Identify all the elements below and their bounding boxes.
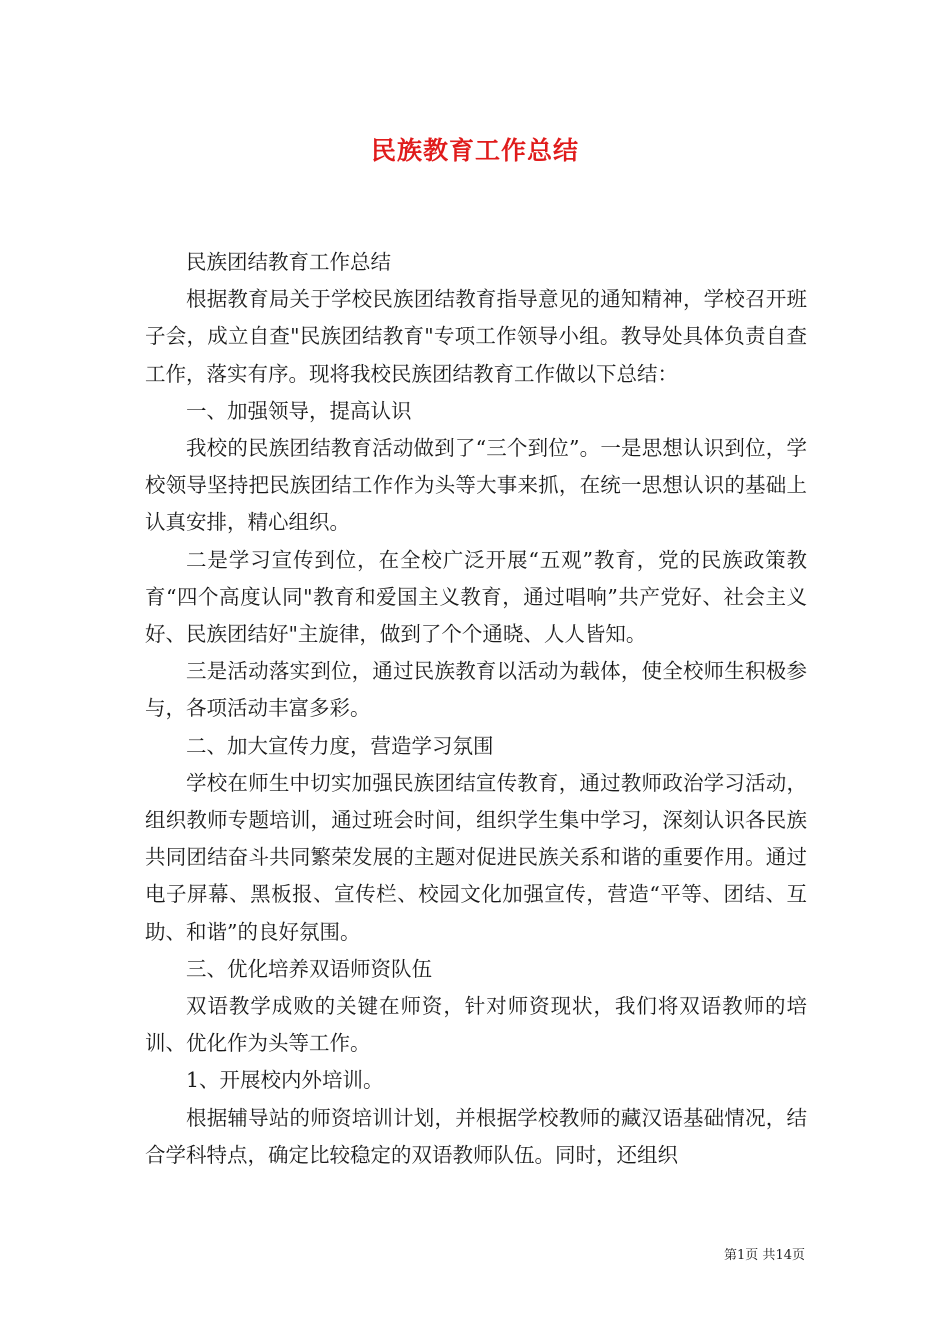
- document-body: [145, 244, 807, 1174]
- paragraph: 双语教学成败的关键在师资，针对师资现状，我们将双语教师的培训、优化作为头等工作。: [145, 994, 807, 1056]
- section-heading: 二、加大宣传力度，营造学习氛围: [186, 733, 494, 758]
- footer-prefix: 第: [724, 1248, 738, 1263]
- document-title: 民族教育工作总结: [370, 136, 579, 165]
- section-heading: 一、加强领导，提高认识: [186, 398, 412, 423]
- paragraph: 三是活动落实到位，通过民族教育以活动为载体，使全校师生积极参与，各项活动丰富多彩。: [145, 659, 807, 721]
- paragraph: 根据辅导站的师资培训计划，并根据学校教师的藏汉语基础情况，结合学科特点，确定比较稳定的双语教师队伍。同时，还组织: [145, 1105, 807, 1167]
- footer-total-pages: 14: [775, 1248, 792, 1263]
- paragraph-subtitle: 民族团结教育工作总结: [186, 250, 391, 274]
- footer-middle: 页 共: [745, 1248, 776, 1263]
- paragraph: 学校在师生中切实加强民族团结宣传教育，通过教师政治学习活动，组织教师专题培训，通过班会时间，组织学生集中学习，深刻认识各民族共同团结奋斗共同繁荣发展的主题对促进民族关系和谐的重要作用。通过电子屏幕、黑板报、宣传栏、校园文化加强宣传，营造“平等、团结、互助、和谐”的良好氛围。: [145, 770, 807, 944]
- footer-suffix: 页: [791, 1248, 805, 1263]
- paragraph: 二是学习宣传到位，在全校广泛开展“五观”教育，党的民族政策教育“四个高度认同"教育和爱国主义教育，通过唱响”共产党好、社会主义好、民族团结好"主旋律，做到了个个通晓、人人皆知。: [145, 547, 807, 647]
- section-heading: 三、优化培养双语师资队伍: [186, 956, 432, 981]
- subsection-heading: 1、开展校内外培训。: [186, 1068, 384, 1093]
- page-footer: [724, 1247, 805, 1265]
- footer-current-page: 1: [737, 1248, 746, 1263]
- paragraph: 根据教育局关于学校民族团结教育指导意见的通知精神，学校召开班子会，成立自查"民族团结教育"专项工作领导小组。教导处具体负责自查工作，落实有序。现将我校民族团结教育工作做以下总结：: [145, 287, 807, 386]
- paragraph: 我校的民族团结教育活动做到了“三个到位”。一是思想认识到位，学校领导坚持把民族团结工作作为头等大事来抓，在统一思想认识的基础上认真安排，精心组织。: [145, 436, 807, 535]
